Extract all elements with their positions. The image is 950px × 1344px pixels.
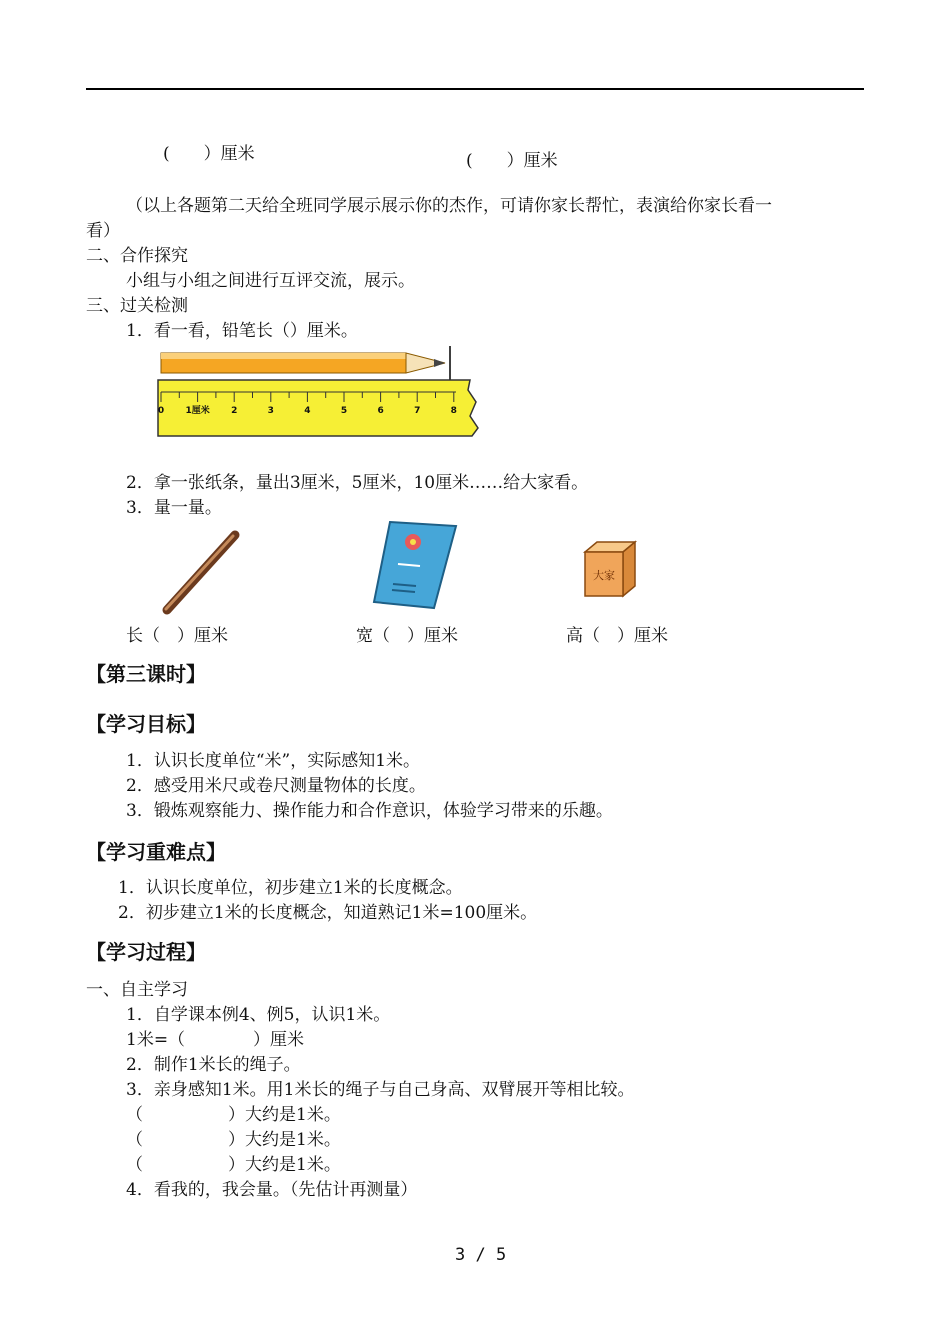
lesson3-title: 【第三课时】 bbox=[86, 662, 206, 686]
ruler-label: 1厘米 bbox=[185, 406, 210, 416]
ruler-label: 6 bbox=[377, 406, 384, 416]
box-label: 大家 bbox=[593, 569, 615, 582]
question-2: 2．拿一张纸条，量出3厘米，5厘米，10厘米……给大家看。 bbox=[126, 473, 589, 493]
ruler-icon bbox=[158, 380, 478, 436]
ruler-label: 3 bbox=[267, 406, 274, 416]
question-1: 1．看一看，铅笔长（）厘米。 bbox=[126, 321, 358, 341]
ruler-label: 2 bbox=[231, 406, 238, 416]
note-line-1: （以上各题第二天给全班同学展示展示你的杰作，可请你家长帮忙，表演给你家长看一 bbox=[126, 196, 772, 216]
key-point-1: 1．认识长度单位，初步建立1米的长度概念。 bbox=[118, 878, 463, 898]
about-1m-blank-1: （ ）大约是1米。 bbox=[126, 1105, 341, 1125]
pencil-icon bbox=[161, 346, 450, 384]
ruler-label: 0 bbox=[157, 406, 165, 416]
about-1m-blank-2: （ ）大约是1米。 bbox=[126, 1130, 341, 1150]
process-item-4: 4．看我的，我会量。（先估计再测量） bbox=[126, 1180, 418, 1200]
question-3: 3．量一量。 bbox=[126, 498, 222, 518]
section2-title: 二、合作探究 bbox=[86, 246, 188, 266]
section3-title: 三、过关检测 bbox=[86, 296, 188, 316]
ruler-label: 8 bbox=[450, 406, 457, 416]
key-point-2: 2．初步建立1米的长度概念，知道熟记1米=100厘米。 bbox=[118, 903, 538, 923]
goal-3: 3．锻炼观察能力、操作能力和合作意识，体验学习带来的乐趣。 bbox=[126, 801, 613, 821]
page-number: 3 / 5 bbox=[455, 1245, 507, 1265]
process-sub1: 一、自主学习 bbox=[86, 980, 188, 1000]
goals-title: 【学习目标】 bbox=[86, 712, 206, 736]
ruler-label: 5 bbox=[340, 406, 348, 416]
header-rule bbox=[86, 88, 864, 90]
height-label: 高（ ）厘米 bbox=[566, 626, 668, 646]
blank-right: ( ）厘米 bbox=[466, 151, 558, 171]
width-label: 宽（ ）厘米 bbox=[356, 626, 458, 646]
stick-icon bbox=[155, 525, 245, 620]
length-label: 长（ ）厘米 bbox=[126, 626, 228, 646]
key-points-title: 【学习重难点】 bbox=[86, 840, 226, 864]
note-line-2: 看） bbox=[86, 221, 120, 241]
box-icon bbox=[577, 538, 642, 603]
goal-2: 2．感受用米尺或卷尺测量物体的长度。 bbox=[126, 776, 426, 796]
ruler-label: 7 bbox=[414, 406, 421, 416]
ruler-label: 4 bbox=[304, 406, 311, 416]
about-1m-blank-3: （ ）大约是1米。 bbox=[126, 1155, 341, 1175]
pencil-ruler-illustration bbox=[150, 340, 490, 442]
blank-left: ( ）厘米 bbox=[163, 144, 255, 164]
notebook-icon bbox=[368, 518, 463, 613]
section2-text: 小组与小组之间进行互评交流，展示。 bbox=[126, 271, 415, 291]
goal-1: 1．认识长度单位“米”，实际感知1米。 bbox=[126, 751, 421, 771]
process-item-3: 3．亲身感知1米。用1米长的绳子与自己身高、双臂展开等相比较。 bbox=[126, 1080, 635, 1100]
process-item-1-fill: 1米=（ ）厘米 bbox=[126, 1030, 305, 1050]
process-item-2: 2．制作1米长的绳子。 bbox=[126, 1055, 301, 1075]
process-item-1: 1．自学课本例4、例5，认识1米。 bbox=[126, 1005, 391, 1025]
process-title: 【学习过程】 bbox=[86, 940, 206, 964]
